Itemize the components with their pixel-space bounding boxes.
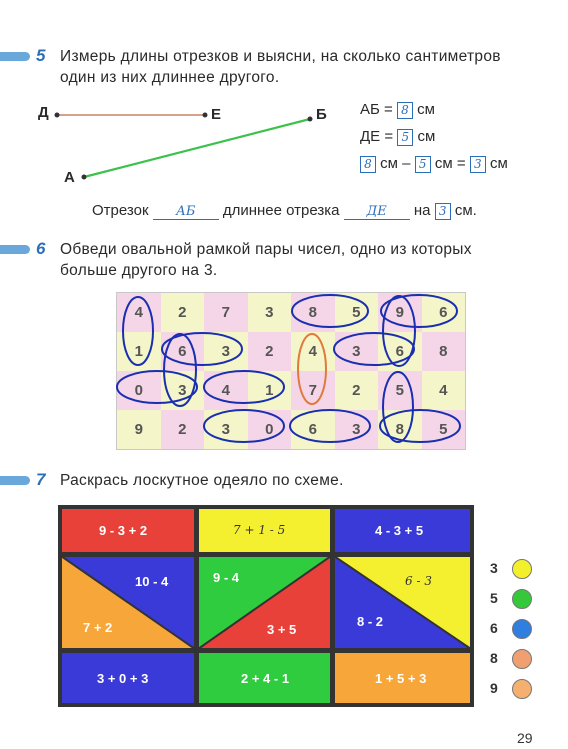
grid-cell: 9 — [117, 410, 161, 449]
task-text: Обведи овальной рамкой пары чисел, одно из которых больше другого на 3. — [60, 241, 472, 279]
grid-cell: 4 — [204, 371, 248, 410]
legend-number: 3 — [490, 560, 498, 576]
patchwork-quilt — [58, 505, 474, 707]
grid-cell: 9 — [378, 293, 422, 332]
label-a: А — [64, 169, 75, 186]
oval-frame — [162, 333, 242, 365]
grid-cell: 3 — [204, 332, 248, 371]
patch-label: 3 + 5 — [267, 622, 297, 637]
oval-frame — [204, 410, 284, 442]
label-b: Б — [316, 106, 327, 123]
grid-cell: 4 — [291, 332, 335, 371]
grid-cell: 3 — [248, 293, 292, 332]
patch-label: 7 + 1 - 5 — [233, 523, 286, 537]
page-number: 29 — [517, 730, 533, 746]
grid-cell: 0 — [117, 371, 161, 410]
grid-cell: 6 — [422, 293, 466, 332]
patch-label: 2 + 4 - 1 — [241, 671, 290, 686]
legend-color-yellow — [512, 559, 532, 579]
patch-label: 9 - 4 — [213, 570, 240, 585]
legend-color-blue — [512, 619, 532, 639]
task-number: 5 — [36, 46, 46, 65]
legend-color-green — [512, 589, 532, 609]
grid-cell: 0 — [248, 410, 292, 449]
grid-cell: 1 — [117, 332, 161, 371]
legend-number: 9 — [490, 680, 498, 696]
oval-frame — [334, 333, 414, 365]
grid-cell: 3 — [204, 410, 248, 449]
legend-number: 6 — [490, 620, 498, 636]
patch-label: 8 - 2 — [357, 614, 384, 629]
patch-label: 1 + 5 + 3 — [375, 671, 427, 686]
oval-frame — [290, 410, 370, 442]
oval-frame-orange — [298, 334, 326, 404]
legend-color-salmon — [512, 649, 532, 669]
patch-label: 10 - 4 — [135, 574, 169, 589]
grid-cell: 5 — [422, 410, 466, 449]
grid-cell: 8 — [422, 332, 466, 371]
grid-cell: 6 — [378, 332, 422, 371]
grid-cell: 6 — [291, 410, 335, 449]
grid-cell: 5 — [378, 371, 422, 410]
grid-cell: 2 — [161, 410, 205, 449]
patch-label: 7 + 2 — [83, 620, 113, 635]
label-d: Д — [38, 104, 49, 121]
answer-sentence: Отрезок АБ длиннее отрезка ДЕ на 3 см. — [92, 202, 477, 219]
legend-number: 8 — [490, 650, 498, 666]
grid-cell: 8 — [291, 293, 335, 332]
grid-cell: 3 — [335, 332, 379, 371]
patch-label: 9 - 3 + 2 — [99, 523, 148, 538]
grid-cell: 5 — [335, 293, 379, 332]
patch-label: 3 + 0 + 3 — [97, 671, 149, 686]
oval-frame — [117, 371, 197, 403]
grid-cell: 3 — [335, 410, 379, 449]
grid-cell: 4 — [422, 371, 466, 410]
legend-number: 5 — [490, 590, 498, 606]
task-text: Измерь длины отрезков и выясни, на сколько сантиметров один из них длиннее другого. — [60, 48, 501, 86]
legend-color-orange — [512, 679, 532, 699]
equation-de: ДЕ = 5 см — [360, 128, 436, 145]
oval-frame — [383, 372, 413, 442]
label-e: Е — [211, 106, 222, 123]
task-marker — [0, 476, 30, 485]
oval-frame — [380, 410, 460, 442]
task-number: 6 — [36, 239, 46, 258]
patch-label: 6 - 3 — [405, 574, 432, 588]
oval-frame — [123, 297, 153, 365]
grid-cell: 4 — [117, 293, 161, 332]
grid-cell: 8 — [378, 410, 422, 449]
oval-frame — [292, 295, 368, 327]
equation-difference: 8 см – 5 см = 3 см — [360, 155, 508, 173]
grid-cell: 2 — [335, 371, 379, 410]
equation-ab: АБ = 8 см — [360, 101, 435, 118]
grid-cell: 1 — [248, 371, 292, 410]
grid-cell: 3 — [161, 371, 205, 410]
grid-cell: 7 — [291, 371, 335, 410]
grid-cell: 2 — [248, 332, 292, 371]
patch-label: 4 - 3 + 5 — [375, 523, 424, 538]
task-text: Раскрась лоскутное одеяло по схеме. — [60, 472, 344, 489]
grid-cell: 7 — [204, 293, 248, 332]
oval-frame — [204, 371, 284, 403]
grid-cell: 6 — [161, 332, 205, 371]
task-number: 7 — [36, 470, 46, 489]
grid-cell: 2 — [161, 293, 205, 332]
